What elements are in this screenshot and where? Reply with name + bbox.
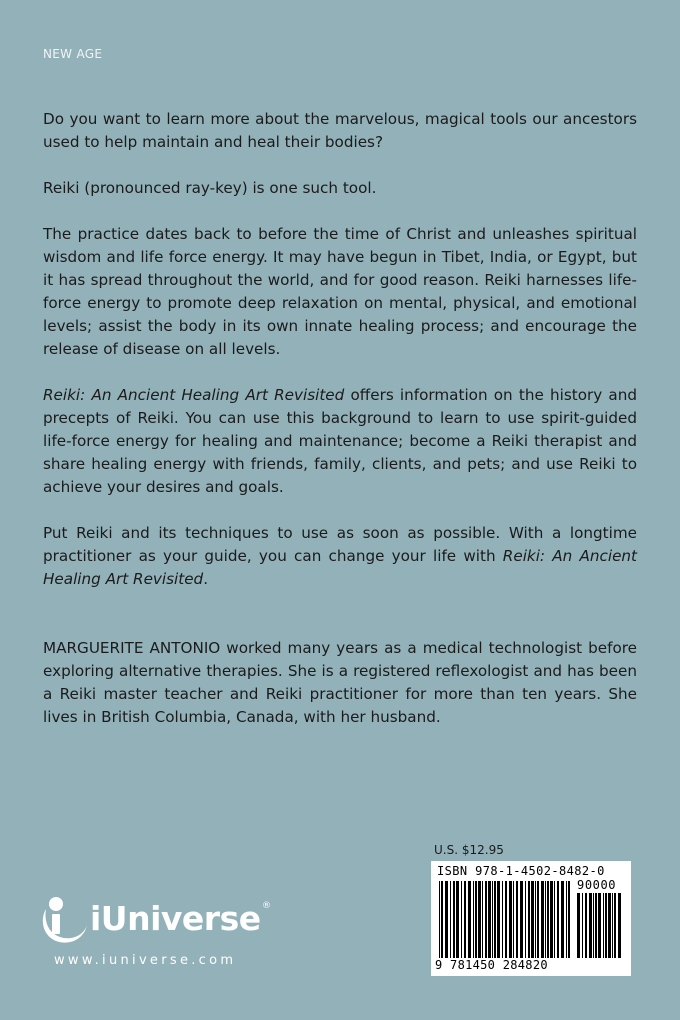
blurb-paragraph-4 <box>43 384 637 499</box>
isbn-barcode <box>431 861 631 976</box>
blurb-paragraph-2: Reiki (pronounced ray-key) is one such tool. <box>43 179 377 197</box>
author-bio: MARGUERITE ANTONIO worked many years as a medical technologist before exploring alternative therapies. She is a registered reflexologist and has been a Reiki master teacher and Reiki practitioner for more than ten years. She lives in British Columbia, Canada, with her husband. <box>43 639 637 726</box>
book-title-italic: Reiki: An Ancient Healing Art Revisited <box>43 386 345 404</box>
genre-label: NEW AGE <box>43 47 103 61</box>
blurb-paragraph-1: Do you want to learn more about the marvelous, magical tools our ancestors used to help maintain and heal their bodies? <box>43 110 637 151</box>
back-cover-blurb <box>43 108 637 752</box>
book-title-italic: Reiki: An Ancient Healing Art Revisited <box>43 547 637 588</box>
price-code: 90000 <box>577 878 617 892</box>
isbn-number: ISBN 978-1-4502-8482-0 <box>437 864 605 878</box>
blurb-paragraph-5-text: Put Reiki and its techniques to use as soon as possible. With a longtime practitioner as your guide, you can change your life with <box>43 524 637 565</box>
retail-price: U.S. $12.95 <box>434 843 504 857</box>
publisher-url: www.iuniverse.com <box>54 953 237 968</box>
blurb-paragraph-4-text: offers information on the history and precepts of Reiki. You can use this background to learn to use spirit-guided life-force energy for healing and maintenance; become a Reiki therapist and share healing energy with friends, family, clients, and pets; and use Reiki to achieve your desires and goals. <box>43 386 637 496</box>
blurb-paragraph-5-end: . <box>203 570 209 588</box>
blurb-paragraph-3: The practice dates back to before the time of Christ and unleashes spiritual wisdom and life force energy. It may have begun in Tibet, India, or Egypt, but it has spread throughout the world, and for good reason. Reiki harnesses life-force energy to promote deep relaxation on mental, physical, and emotional levels; assist the body in its own innate healing process; and encourage the release of disease on all levels. <box>43 225 637 358</box>
blurb-paragraph-5 <box>43 522 637 591</box>
registered-mark: ® <box>262 901 271 911</box>
ean-digits: 9 781450 284820 <box>435 958 548 972</box>
publisher-name: iUniverse <box>90 899 261 938</box>
publisher-logo <box>40 895 280 975</box>
iuniverse-mark-icon <box>40 895 92 945</box>
